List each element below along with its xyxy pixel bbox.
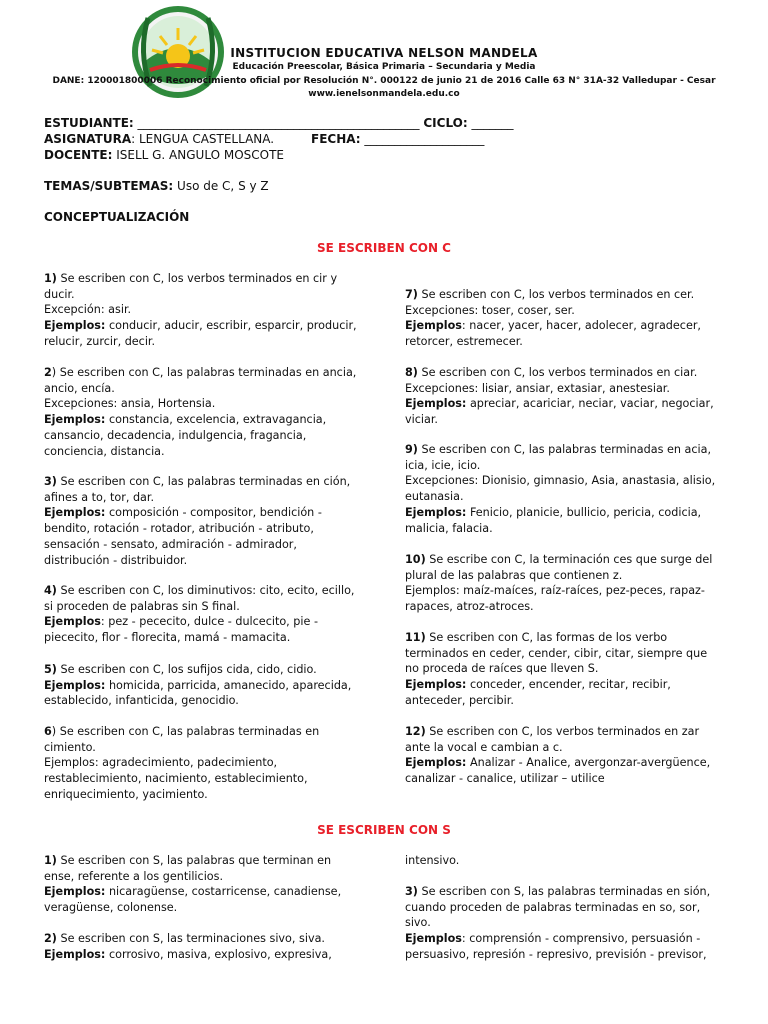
c-rule-10: 10) Se escribe con C, la terminación ces que surge del plural de las palabras que contienen z. Ejemplos: maíz-maíces, raíz-raíces, pez-peces, rapaz-rapaces, atroz-atroces.	[405, 553, 713, 614]
ciclo-field[interactable]: _______	[471, 116, 514, 130]
asignatura-label: ASIGNATURA	[44, 132, 132, 146]
asignatura-value: : LENGUA CASTELLANA.	[131, 132, 275, 146]
estudiante-label: ESTUDIANTE:	[44, 116, 134, 130]
docente-value: ISELL G. ANGULO MOSCOTE	[112, 148, 284, 162]
s-rule-2: 2) Se escriben con S, las terminaciones sivo, siva. Ejemplos: corrosivo, masiva, explosivo, expresiva,	[44, 932, 332, 961]
section-title-c: SE ESCRIBEN CON C	[317, 241, 451, 255]
s-rule-1: 1) Se escriben con S, las palabras que terminan en ense, referente a los gentilicios. Ejemplos: nicaragüense, costarricense, canadiense, veragüense, colonense.	[44, 854, 342, 915]
c-rule-8: 8) Se escriben con C, los verbos terminados en ciar. Excepciones: lisiar, ansiar, extasiar, anestesiar. Ejemplos: apreciar, acariciar, neciar, vaciar, negociar, viciar.	[405, 366, 714, 427]
fecha-field[interactable]: ____________________	[364, 132, 485, 146]
conceptualizacion-heading: CONCEPTUALIZACIÓN	[44, 210, 190, 224]
s-rule-3: 3) Se escriben con S, las palabras terminadas en sión, cuando proceden de palabras terminadas en so, sor, sivo. Ejemplos: comprensión - comprensivo, persuasión - persuasivo, represión - represivo, previsión - previsor,	[405, 885, 711, 961]
c-rule-11: 11) Se escriben con C, las formas de los verbo terminados en ceder, cender, cibir, citar, siempre que no proceda de raíces que lleven S. Ejemplos: conceder, encender, recitar, recibir, anteceder, percibir.	[405, 631, 708, 707]
estudiante-field[interactable]: _______________________________________________	[137, 116, 420, 130]
c-rule-6: 6) Se escriben con C, las palabras terminadas en cimiento. Ejemplos: agradecimiento, padecimiento, restablecimiento, nacimiento, establecimiento, enriquecimiento, yacimiento.	[44, 725, 320, 801]
school-website: www.ienelsonmandela.edu.co	[308, 89, 460, 99]
temas-label: TEMAS/SUBTEMAS:	[44, 179, 174, 193]
fecha-row	[311, 132, 484, 146]
c-rule-7: 7) Se escriben con C, los verbos terminados en cer. Excepciones: toser, coser, ser. Ejemplos: nacer, yacer, hacer, adolecer, agradecer, retorcer, estremecer.	[405, 288, 701, 349]
c-rule-9: 9) Se escriben con C, las palabras terminadas en acia, icia, icie, icio. Excepciones: Dionisio, gimnasio, Asia, anastasia, alisio, eutanasia. Ejemplos: Fenicio, planicie, bullicio, pericia, codicia, malicia, falacia.	[405, 443, 716, 535]
s-rules-left-column	[44, 853, 362, 1013]
temas-row	[44, 179, 269, 193]
temas-value: Uso de C, S y Z	[173, 179, 269, 193]
docente-row	[44, 148, 284, 162]
c-rule-5: 5) Se escriben con C, los sufijos cida, cido, cidio. Ejemplos: homicida, parricida, amanecido, aparecida, establecido, infanticida, genocidio.	[44, 663, 352, 708]
c-rule-1: 1) Se escriben con C, los verbos terminados en cir y ducir. Excepción: asir. Ejemplos: conducir, aducir, escribir, esparcir, producir, relucir, zurcir, decir.	[44, 272, 357, 348]
s-rule-2-continuation: intensivo.	[405, 854, 460, 867]
fecha-label: FECHA:	[311, 132, 361, 146]
s-rules-right-column	[405, 853, 717, 1013]
school-name: INSTITUCION EDUCATIVA NELSON MANDELA	[230, 46, 538, 60]
c-rule-3: 3) Se escriben con C, las palabras terminadas en ción, afines a to, tor, dar. Ejemplos: composición - compositor, bendición - bendito, rotación - rotador, atribución - atributo, sensación - sensato, admiración - admirador, distribución - distribuidor.	[44, 475, 351, 567]
c-rules-left-column	[44, 271, 362, 811]
c-rule-2: 2) Se escriben con C, las palabras terminadas en ancia, ancio, encía. Excepciones: ansia, Hortensia. Ejemplos: constancia, excelencia, extravagancia, cansancio, decadencia, indulgencia, fragancia, conciencia, distancia.	[44, 366, 357, 458]
c-rules-right-column	[405, 287, 717, 797]
asignatura-row	[44, 132, 274, 146]
estudiante-row	[44, 116, 514, 130]
section-title-s: SE ESCRIBEN CON S	[317, 823, 451, 837]
school-levels: Educación Preescolar, Básica Primaria – Secundaria y Media	[232, 62, 536, 72]
c-rule-12: 12) Se escriben con C, los verbos terminados en zar ante la vocal e cambian a c. Ejemplos: Analizar - Analice, avergonzar-avergüence, canalizar - canalice, utilizar – utilice	[405, 725, 711, 786]
school-dane-info: DANE: 120001800006 Reconocimiento oficial por Resolución N°. 000122 de junio 21 de 2016 Calle 63 N° 31A-32 Valledupar - Cesar	[52, 76, 716, 86]
docente-label: DOCENTE:	[44, 148, 113, 162]
ciclo-label: CICLO:	[423, 116, 468, 130]
c-rule-4: 4) Se escriben con C, los diminutivos: cito, ecito, ecillo, si proceden de palabras sin S final. Ejemplos: pez - pececito, dulce - dulcecito, pie - piececito, flor - florecita, mamá - mamacita.	[44, 584, 355, 645]
